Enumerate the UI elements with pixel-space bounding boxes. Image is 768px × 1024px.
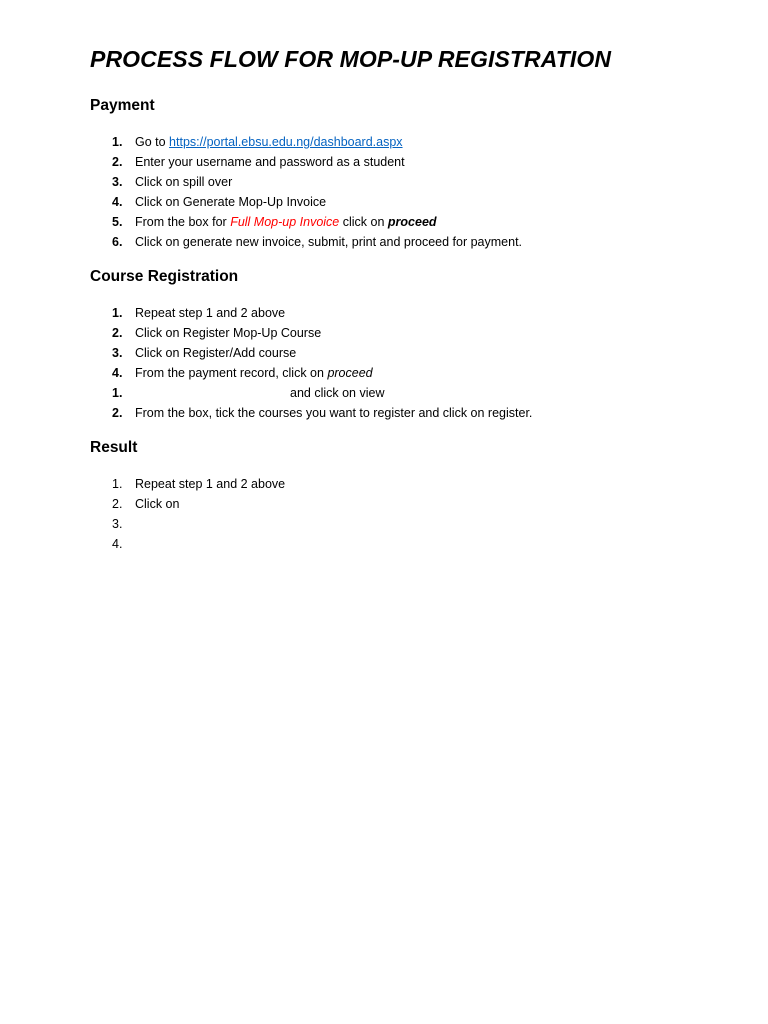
step-text: Click on generate new invoice, submit, print and proceed for payment.: [135, 235, 523, 250]
step-number: 1.: [112, 477, 123, 491]
step-text: Enter your username and password as a student: [135, 155, 405, 170]
step-number: 2.: [112, 406, 123, 421]
step-number: 3.: [112, 346, 123, 361]
step-text: Click on Register Mop-Up Course: [135, 326, 322, 341]
step-number: 4.: [112, 366, 123, 381]
course-registration-heading: Course Registration: [90, 268, 239, 285]
step-text: Click on: [135, 497, 180, 512]
step-text: From the payment record, click on proceed: [135, 366, 373, 381]
step-text: Click on Generate Mop-Up Invoice: [135, 195, 327, 210]
step-text: Click on Register/Add course: [135, 346, 297, 361]
step-number: 4.: [112, 537, 123, 552]
step-number: 4.: [112, 195, 123, 210]
step-text: Repeat step 1 and 2 above: [135, 477, 286, 491]
step-number: 2.: [112, 326, 123, 341]
step-number: 3.: [112, 517, 123, 532]
step-text: From the box, tick the courses you want to register and click on register.: [135, 406, 533, 421]
step-number: 5.: [112, 215, 123, 230]
step-number: 3.: [112, 175, 123, 190]
result-heading: Result: [90, 439, 138, 456]
step-text: Repeat step 1 and 2 above: [135, 306, 286, 320]
step-number: 2.: [112, 155, 123, 170]
step-number: 1.: [112, 135, 123, 149]
step-number: 2.: [112, 497, 123, 512]
step-text: and click on view: [290, 386, 385, 401]
step-number: 1.: [112, 306, 123, 320]
step-text: Go to https://portal.ebsu.edu.ng/dashboard.aspx: [135, 135, 403, 149]
step-number: 6.: [112, 235, 123, 250]
portal-link[interactable]: https://portal.ebsu.edu.ng/dashboard.aspx: [169, 135, 403, 149]
step-text: Click on spill over: [135, 175, 233, 190]
proceed-emphasis: proceed: [387, 215, 437, 230]
step-number: 1.: [112, 386, 123, 401]
full-mopup-invoice-highlight: Full Mop-up Invoice: [230, 215, 340, 230]
payment-heading: Payment: [90, 97, 155, 114]
page-title: PROCESS FLOW FOR MOP-UP REGISTRATION: [90, 46, 612, 72]
proceed-emphasis: proceed: [327, 366, 373, 381]
step-text: From the box for Full Mop-up Invoice click on proceed: [135, 215, 437, 230]
